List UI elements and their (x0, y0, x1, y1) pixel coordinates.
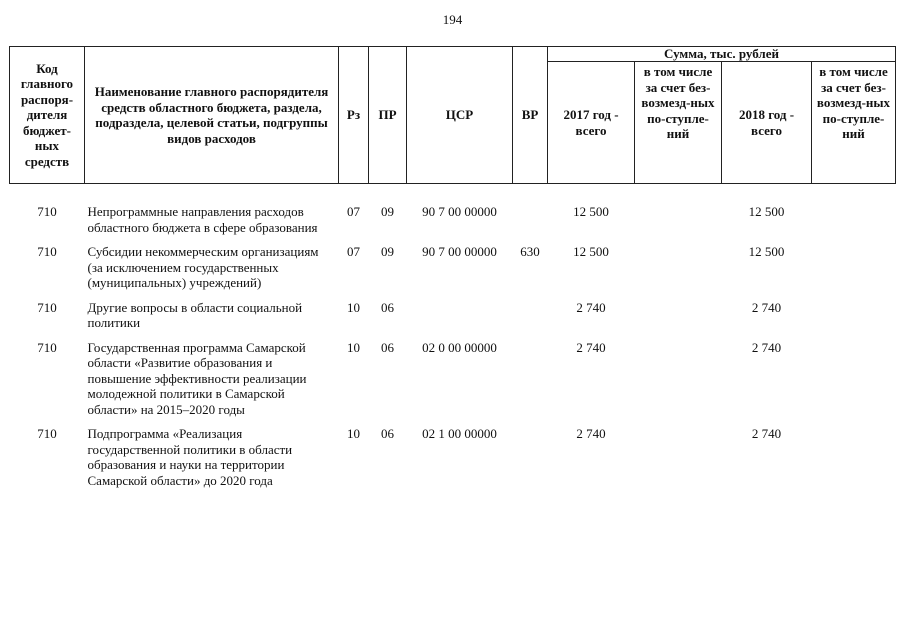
cell-2017-total: 2 740 (576, 299, 606, 315)
cell-2018-free (812, 340, 896, 427)
budget-table (9, 46, 896, 497)
cell-code: 710 (37, 339, 57, 355)
page-number: 194 (442, 12, 463, 27)
cell-2017-free (635, 204, 722, 244)
header-rz: Рз (339, 47, 369, 184)
header-2017-free: в том числе за счет без-возмезд-ных по-ступле-ний (635, 62, 722, 184)
table-row (10, 204, 896, 244)
cell-vr (513, 340, 548, 427)
cell-name: Субсидии некоммерческим организациям (за исключением государственных (муниципальных) учреждений) (87, 244, 319, 290)
header-2017-total: 2017 год - всего (548, 62, 635, 184)
cell-rz: 07 (347, 244, 360, 259)
cell-code: 710 (37, 299, 57, 315)
cell-vr (513, 300, 548, 340)
cell-2018-total: 12 500 (748, 244, 785, 259)
cell-csr: 90 7 00 00000 (422, 204, 497, 219)
cell-2017-free (635, 426, 722, 497)
cell-2017-total: 2 740 (576, 339, 606, 355)
cell-name: Другие вопросы в области социальной политики (87, 299, 303, 330)
cell-code: 710 (37, 426, 57, 441)
cell-2018-free (812, 244, 896, 300)
cell-2018-total: 2 740 (751, 299, 782, 315)
cell-2017-total: 12 500 (573, 244, 609, 259)
cell-csr: 90 7 00 00000 (422, 244, 497, 259)
cell-csr (407, 300, 513, 340)
cell-pr: 09 (381, 204, 394, 219)
cell-2017-free (635, 340, 722, 427)
cell-2018-free (812, 300, 896, 340)
cell-csr: 02 1 00 00000 (422, 426, 497, 441)
cell-vr (513, 204, 548, 244)
table-row (10, 340, 896, 427)
header-2018-total: 2018 год - всего (722, 62, 812, 184)
cell-pr: 06 (381, 426, 394, 441)
table-row (10, 244, 896, 300)
cell-pr: 09 (381, 244, 394, 259)
table-row (10, 426, 896, 497)
table-body (10, 184, 896, 498)
header-name: Наименование главного распорядителя средств областного бюджета, раздела, подраздела, целевой статьи, подгруппы видов расходов (85, 47, 339, 184)
header-2018-free: в том числе за счет без-возмезд-ных по-ступле-ний (812, 62, 896, 184)
cell-2017-total: 2 740 (576, 426, 606, 441)
cell-pr: 06 (381, 299, 394, 315)
cell-name: Подпрограмма «Реализация государственной политики в области образования и науки на территории Самарской области» до 2020 года (87, 426, 293, 488)
cell-name: Государственная программа Самарской области «Развитие образования и повышение эффективности реализации молодежной политики в Самарской области» на 2015–2020 годы (87, 339, 307, 417)
header-pr: ПР (369, 47, 407, 184)
cell-2017-total: 12 500 (573, 204, 609, 219)
cell-code: 710 (37, 204, 57, 219)
header-sum: Сумма, тыс. рублей (548, 47, 896, 62)
header-row (10, 47, 896, 62)
cell-rz: 10 (347, 299, 360, 315)
header-vr: ВР (513, 47, 548, 184)
cell-vr (513, 426, 548, 497)
cell-2018-total: 2 740 (751, 426, 782, 441)
table-row (10, 300, 896, 340)
cell-pr: 06 (381, 339, 394, 355)
cell-csr: 02 0 00 00000 (422, 339, 497, 355)
cell-vr: 630 (520, 244, 540, 259)
cell-2018-total: 2 740 (751, 339, 782, 355)
cell-2018-free (812, 426, 896, 497)
cell-name: Непрограммные направления расходов областного бюджета в сфере образования (87, 204, 318, 235)
cell-2018-total: 12 500 (748, 204, 785, 219)
cell-2017-free (635, 244, 722, 300)
cell-rz: 10 (347, 339, 360, 355)
cell-2018-free (812, 204, 896, 244)
spacer-row (10, 184, 896, 205)
cell-code: 710 (37, 244, 57, 259)
cell-rz: 07 (347, 204, 360, 219)
header-code: Код главного распоря-дителя бюджет-ных средств (10, 47, 85, 184)
header-csr: ЦСР (407, 47, 513, 184)
cell-2017-free (635, 300, 722, 340)
cell-rz: 10 (347, 426, 360, 441)
